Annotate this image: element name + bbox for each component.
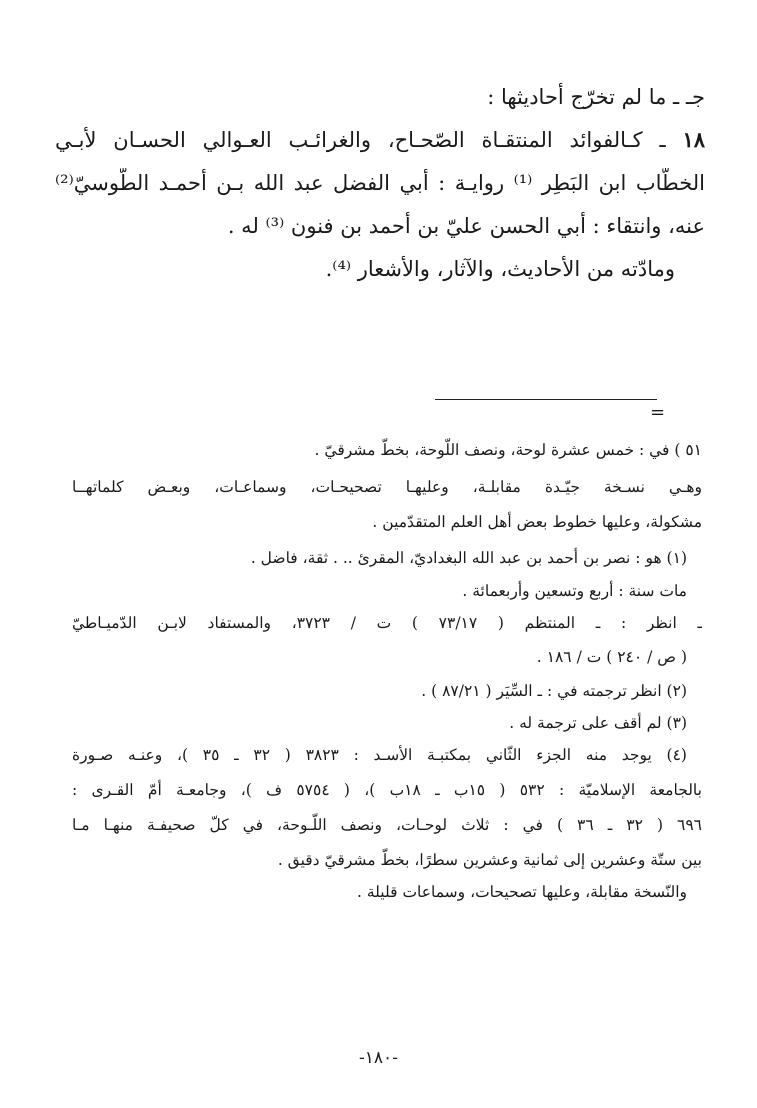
entry-line-3: عنه، وانتقاء : أبي الحسن عليّ بن أحمد بن فنون ⁽³⁾ له . xyxy=(227,214,705,238)
section-heading: جـ ـ ما لم تخرّج أحاديثها : xyxy=(487,85,705,109)
footnote-line: بالجامعة الإسلاميّة : ٥٣٢ ( ١٥ب ـ ١٨ب )، ( ٥٧٥٤ ف )، وجامعـة أمّ القـرى : xyxy=(72,781,702,799)
footnote-line: وهـي نسـخة جيّـدة مقابلـة، وعليهـا تصحيحـات، وسماعـات، وبعـض كلماتهــا xyxy=(72,478,702,496)
footnote-line: ٦٩٦ ( ٣٢ ـ ٣٦ ) في : ثلاث لوحـات، ونصف اللّـوحة، في كلّ صحيفـة منهـا مـا xyxy=(72,816,702,834)
footnote-divider xyxy=(435,399,657,400)
footnote-line: (٣) لم أقف على ترجمة له . xyxy=(509,714,687,732)
footnote-line: ( ص / ٢٤٠ ) ت / ١٨٦ . xyxy=(536,648,687,666)
footnote-line: بين ستّة وعشرين إلى ثمانية وعشرين سطرًا، بخطّ مشرقيّ دقيق . xyxy=(277,851,702,869)
footnote-line: ٥١ ) في : خمس عشرة لوحة، ونصف اللّوحة، بخطّ مشرقيّ . xyxy=(314,441,702,459)
footnote-line: (٢) انظر ترجمته في : ـ السِّيَر ( ٨٧/٢١ ) . xyxy=(421,682,687,700)
footnote-line: مشكولة، وعليها خطوط بعض أهل العلم المتقدّمين . xyxy=(372,513,702,531)
entry-line-4: ومادّته من الأحاديث، والآثار، والأشعار ⁽⁴⁾. xyxy=(325,257,675,281)
footnote-line: والنّسخة مقابلة، وعليها تصحيحات، وسماعات قليلة . xyxy=(357,883,687,901)
footnote-line: (١) هو : نصر بن أحمد بن عبد الله البغداديّ، المقرئ .. . ثقة، فاضل . xyxy=(250,549,687,567)
footnote-line: مات سنة : أربع وتسعين وأربعمائة . xyxy=(462,582,687,600)
entry-line-2: الخطّاب ابن البَطِر ⁽¹⁾ روايـة : أبي الفضل عبد الله بـن أحمـد الطّوسيّ⁽²⁾ xyxy=(55,171,705,195)
entry-line-1 xyxy=(55,125,705,155)
continuation-mark: = xyxy=(650,402,666,423)
entry-line-1-text: ـ كـالفوائد المنتقـاة الصّحـاح، والغرائـب العـوالي الحسـان لأبـي xyxy=(55,128,666,152)
entry-number: ١٨ xyxy=(682,127,705,152)
footnote-line: (٤) يوجد منه الجزء الثّاني بمكتبـة الأسـد : ٣٨٢٣ ( ٣٢ ـ ٣٥ )، وعنـه صـورة xyxy=(72,746,687,764)
page-number: -١٨٠- xyxy=(359,1048,398,1068)
footnote-line: ـ انظر : ـ المنتظم ( ٧٣/١٧ ) ت / ٣٧٢٣، والمستفاد لابـن الدّميـاطيّ xyxy=(72,614,702,632)
